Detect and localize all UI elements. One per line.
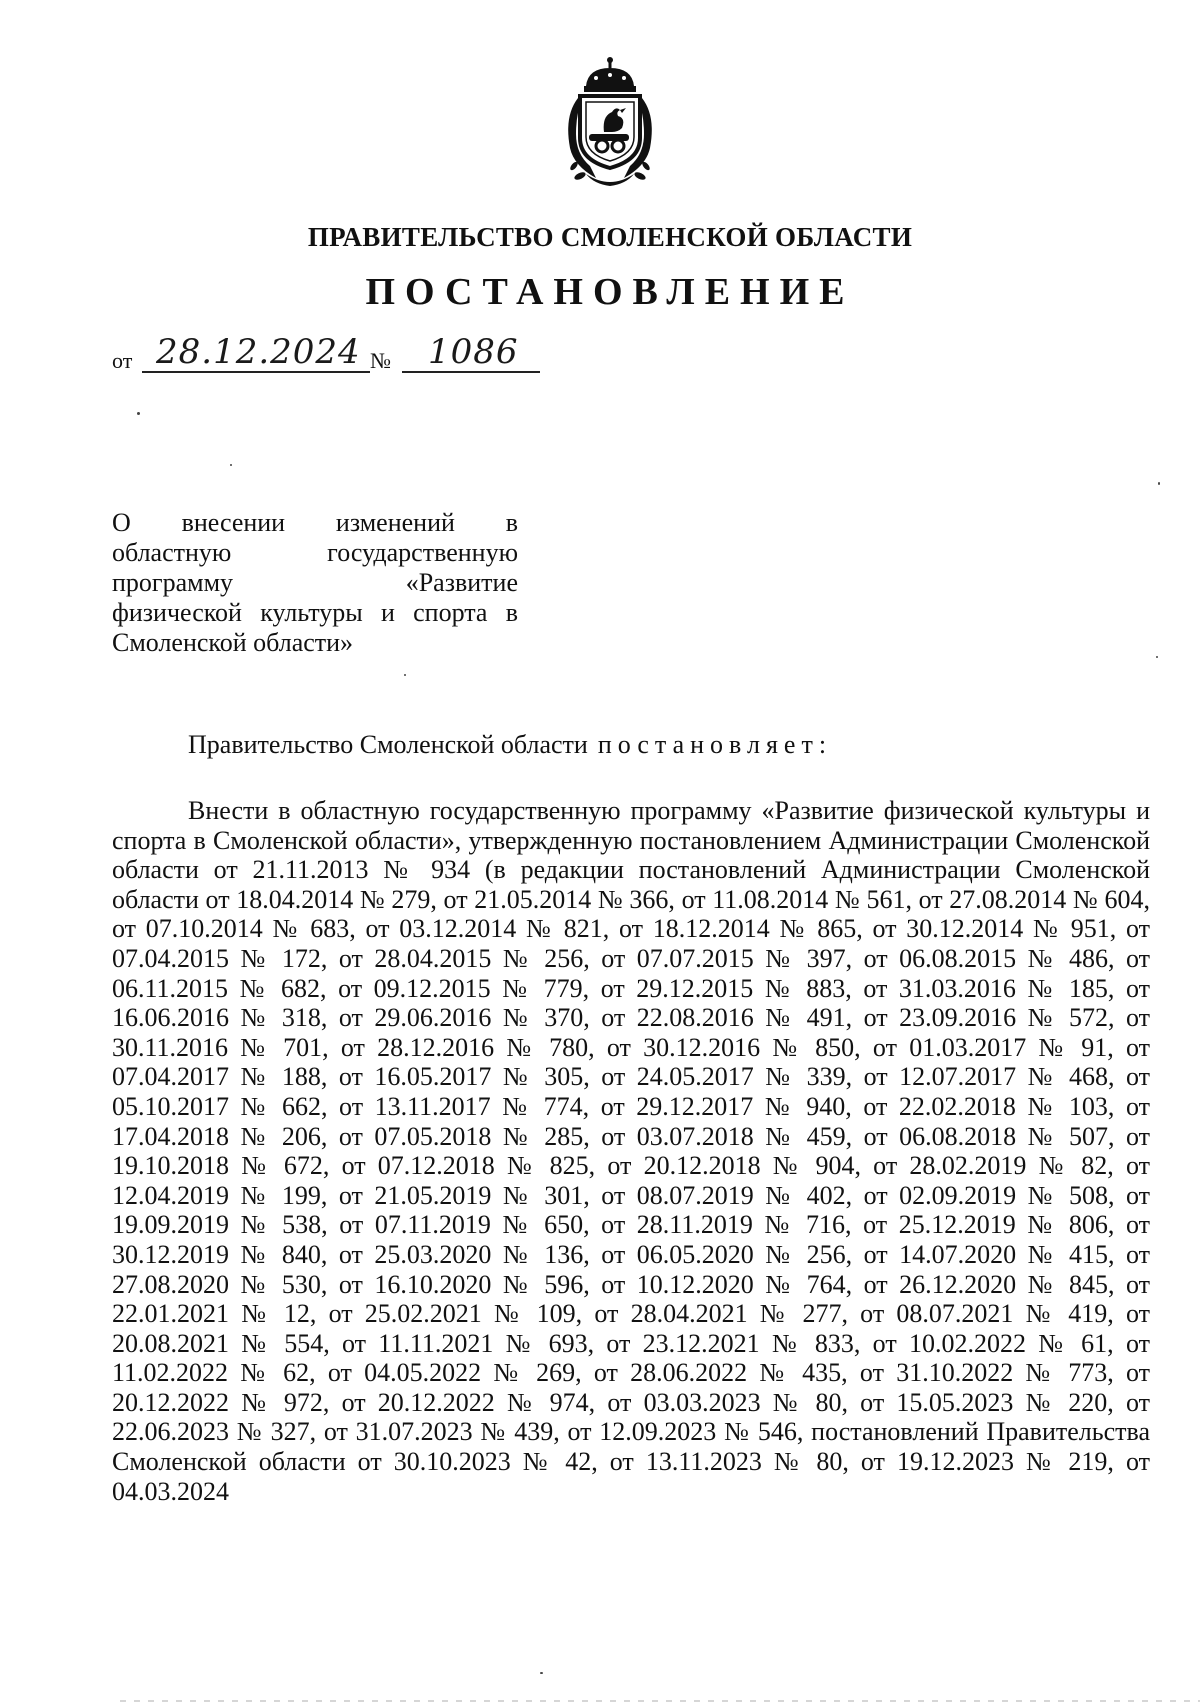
subject-line: О внесении изменений в [112,508,518,537]
from-label: от [112,348,133,373]
government-title: ПРАВИТЕЛЬСТВО СМОЛЕНСКОЙ ОБЛАСТИ [307,222,913,252]
scan-speck [230,464,232,466]
handwritten-date: 28.12.2024 [156,332,361,372]
decree-prefix: Правительство Смоленской области [188,730,588,759]
document-type-title: ПОСТАНОВЛЕНИЕ [365,271,855,313]
scan-speck [1158,482,1160,485]
body-paragraph: Внести в областную государственную программу «Развитие физической культуры и спорта в Смоленской области», утвержденную постановлением Администрации Смоленской области от 21.11.2013 № 934 (в редакции постановлений Администрации Смоленской области от 18.04.2014 № 279, от 21.05.2014 № 366, от 11.08.2014 № 561, от 27.08.2014 № 604, от 07.10.2014 № 683, от 03.12.2014 № 821, от 18.12.2014 № 865, от 30.12.2014 № 951, от 07.04.2015 № 172, от 28.04.2015 № 256, от 07.07.2015 № 397, от 06.08.2015 № 486, от 06.11.2015 № 682, от 09.12.2015 № 779, от 29.12.2015 № 883, от 31.03.2016 № 185, от 16.06.2016 № 318, от 29.06.2016 № 370, от 22.08.2016 № 491, от 23.09.2016 № 572, от 30.11.2016 № 701, от 28.12.2016 № 780, от 30.12.2016 № 850, от 01.03.2017 № 91, от 07.04.2017 № 188, от 16.05.2017 № 305, от 24.05.2017 № 339, от 12.07.2017 № 468, от 05.10.2017 № 662, от 13.11.2017 № 774, от 29.12.2017 № 940, от 22.02.2018 № 103, от 17.04.2018 № 206, от 07.05.2018 № 285, от 03.07.2018 № 459, от 06.08.2018 № 507, от 19.10.2018 № 672, от 07.12.2018 № 825, от 20.12.2018 № 904, от 28.02.2019 № 82, от 12.04.2019 № 199, от 21.05.2019 № 301, от 08.07.2019 № 402, от 02.09.2019 № 508, от 19.09.2019 № 538, от 07.11.2019 № 650, от 28.11.2019 № 716, от 25.12.2019 № 806, от 30.12.2019 № 840, от 25.03.2020 № 136, от 06.05.2020 № 256, от 14.07.2020 № 415, от 27.08.2020 № 530, от 16.10.2020 № 596, от 10.12.2020 № 764, от 26.12.2020 № 845, от 22.01.2021 № 12, от 25.02.2021 № 109, от 28.04.2021 № 277, от 08.07.2021 № 419, от 20.08.2021 № 554, от 11.11.2021 № 693, от 23.12.2021 № 833, от 10.02.2022 № 61, от 11.02.2022 № 62, от 04.05.2022 № 269, от 28.06.2022 № 435, от 31.10.2022 № 773, от 20.12.2022 № 972, от 20.12.2022 № 974, от 03.03.2023 № 80, от 15.05.2023 № 220, от 22.06.2023 № 327, от 31.07.2023 № 439, от 12.09.2023 № 546, постановлений Правительства Смоленской области от 30.10.2023 № 42, от 13.11.2023 № 80, от 19.12.2023 № 219, от 04.03.2024 [112,796,1150,1506]
decree-statement [188,730,832,760]
scan-edge-artifact [120,1700,1200,1702]
number-label: № [370,348,391,373]
subject-line: физической культуры и спорта в [112,598,518,627]
handwritten-number: 1086 [428,332,519,372]
subject-line: Смоленской области» [112,628,354,657]
document-subject [112,508,518,658]
subject-line: областную государственную [112,538,518,567]
smolensk-coat-of-arms-icon [556,56,664,192]
subject-line: программу «Развитие [112,568,518,597]
scan-speck [1156,656,1158,658]
scan-speck [137,412,140,415]
decree-verb: постановляет: [597,730,833,759]
scan-speck [404,674,406,676]
scan-speck [540,1672,543,1674]
